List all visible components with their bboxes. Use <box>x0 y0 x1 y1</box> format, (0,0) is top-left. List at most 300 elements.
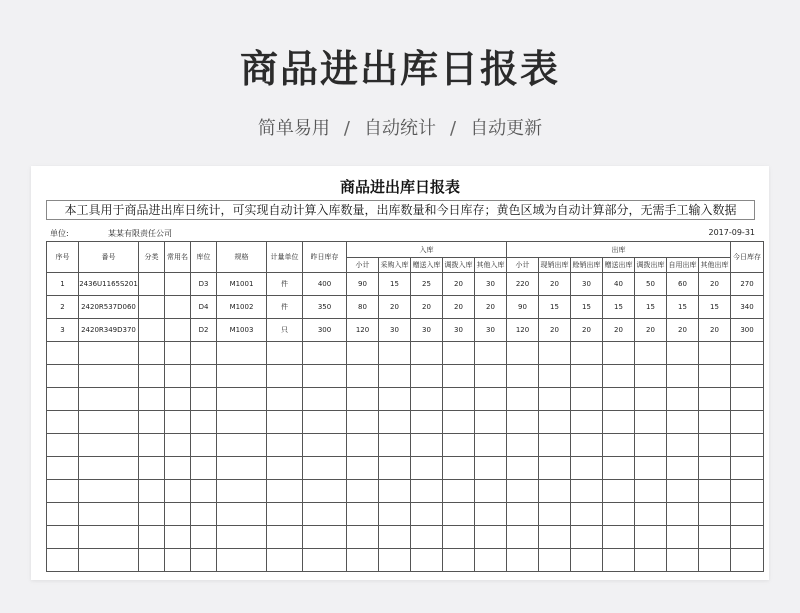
table-cell <box>267 457 303 480</box>
table-cell <box>571 365 603 388</box>
header-cell: 序号 <box>47 242 79 273</box>
table-cell <box>475 342 507 365</box>
table-cell <box>571 526 603 549</box>
table-cell: D4 <box>191 296 217 319</box>
table-cell <box>47 342 79 365</box>
table-cell <box>79 342 139 365</box>
group-header-in: 入库 <box>347 242 507 258</box>
table-cell <box>635 457 667 480</box>
table-cell <box>191 549 217 572</box>
table-cell <box>191 434 217 457</box>
table-cell: 20 <box>539 273 571 296</box>
table-cell <box>347 342 379 365</box>
table-cell <box>507 434 539 457</box>
table-cell: 270 <box>731 273 764 296</box>
table-cell <box>603 503 635 526</box>
table-cell <box>165 411 191 434</box>
table-cell <box>347 434 379 457</box>
table-cell <box>699 342 731 365</box>
table-cell: 20 <box>411 296 443 319</box>
table-cell <box>603 365 635 388</box>
table-cell <box>165 503 191 526</box>
table-cell <box>79 549 139 572</box>
table-cell <box>303 434 347 457</box>
table-cell <box>165 296 191 319</box>
table-cell: 15 <box>539 296 571 319</box>
table-cell <box>539 342 571 365</box>
header-cell: 自用出库 <box>667 258 699 273</box>
table-cell: 15 <box>379 273 411 296</box>
table-cell <box>267 503 303 526</box>
table-cell <box>267 411 303 434</box>
header-cell: 调拨出库 <box>635 258 667 273</box>
table-cell <box>47 365 79 388</box>
table-cell <box>411 411 443 434</box>
table-cell <box>635 342 667 365</box>
table-row <box>47 296 764 319</box>
table-cell <box>139 411 165 434</box>
table-cell <box>139 480 165 503</box>
table-cell: 15 <box>667 296 699 319</box>
table-cell <box>267 342 303 365</box>
group-header-out: 出库 <box>507 242 731 258</box>
table-cell <box>379 365 411 388</box>
table-cell: 50 <box>635 273 667 296</box>
table-cell <box>217 526 267 549</box>
table-row-empty <box>47 411 764 434</box>
table-cell <box>699 388 731 411</box>
table-cell: M1003 <box>217 319 267 342</box>
unit-label: 单位: <box>50 229 69 238</box>
header-cell: 现销出库 <box>539 258 571 273</box>
table-cell <box>507 388 539 411</box>
table-cell <box>539 457 571 480</box>
table-cell: 30 <box>379 319 411 342</box>
table-cell <box>475 434 507 457</box>
table-cell: 90 <box>347 273 379 296</box>
table-cell <box>191 480 217 503</box>
table-cell <box>267 434 303 457</box>
table-cell: 120 <box>347 319 379 342</box>
table-cell <box>603 549 635 572</box>
table-cell <box>667 480 699 503</box>
table-cell <box>191 457 217 480</box>
table-cell <box>443 503 475 526</box>
table-cell <box>699 434 731 457</box>
table-cell <box>699 503 731 526</box>
table-cell: 300 <box>303 319 347 342</box>
table-cell <box>411 457 443 480</box>
table-cell <box>571 503 603 526</box>
table-cell: 20 <box>539 319 571 342</box>
table-cell <box>731 457 764 480</box>
table-cell: 30 <box>443 319 475 342</box>
table-cell: 20 <box>603 319 635 342</box>
header-cell: 赠送入库 <box>411 258 443 273</box>
table-cell: 30 <box>411 319 443 342</box>
table-cell <box>79 365 139 388</box>
table-cell <box>79 457 139 480</box>
table-cell <box>411 342 443 365</box>
table-cell <box>79 388 139 411</box>
table-cell <box>347 457 379 480</box>
table-row-empty <box>47 480 764 503</box>
table-cell <box>165 342 191 365</box>
table-cell <box>571 549 603 572</box>
table-cell <box>475 549 507 572</box>
table-cell <box>217 434 267 457</box>
table-cell: 20 <box>667 319 699 342</box>
subtitle-item: 自动统计 <box>364 118 436 139</box>
table-cell: 15 <box>571 296 603 319</box>
header-cell: 赊销出库 <box>571 258 603 273</box>
table-cell <box>635 549 667 572</box>
table-cell <box>347 365 379 388</box>
company-name: 某某有限责任公司 <box>108 229 172 238</box>
table-cell <box>217 457 267 480</box>
header-cell: 小计 <box>507 258 539 273</box>
table-cell: 1 <box>47 273 79 296</box>
table-cell <box>217 549 267 572</box>
header-cell: 昨日库存 <box>303 242 347 273</box>
table-cell <box>139 319 165 342</box>
page-subtitle <box>0 114 800 140</box>
table-cell <box>443 549 475 572</box>
table-cell <box>475 480 507 503</box>
table-cell: 只 <box>267 319 303 342</box>
subtitle-item: 自动更新 <box>470 118 543 139</box>
table-cell <box>411 388 443 411</box>
table-cell <box>603 388 635 411</box>
subtitle-item: 简单易用 <box>257 118 330 139</box>
sheet-title: 商品进出库日报表 <box>339 178 460 196</box>
table-cell <box>191 526 217 549</box>
table-cell <box>667 457 699 480</box>
subtitle-separator: / <box>343 118 350 139</box>
table-cell <box>79 411 139 434</box>
table-cell <box>667 342 699 365</box>
page-title: 商品进出库日报表 <box>239 47 560 91</box>
table-cell: 30 <box>475 273 507 296</box>
table-cell <box>379 480 411 503</box>
table-cell <box>303 457 347 480</box>
table-cell <box>47 388 79 411</box>
table-cell: 80 <box>347 296 379 319</box>
table-cell <box>539 411 571 434</box>
table-cell <box>379 434 411 457</box>
table-cell <box>47 503 79 526</box>
table-cell <box>443 342 475 365</box>
table-cell <box>303 342 347 365</box>
table-cell: 25 <box>411 273 443 296</box>
header-cell: 规格 <box>217 242 267 273</box>
table-cell <box>603 434 635 457</box>
table-cell <box>165 273 191 296</box>
table-cell: 340 <box>731 296 764 319</box>
table-cell <box>539 503 571 526</box>
table-cell <box>79 503 139 526</box>
table-cell <box>699 549 731 572</box>
table-cell <box>571 457 603 480</box>
table-cell <box>699 457 731 480</box>
table-cell <box>139 526 165 549</box>
table-cell: D2 <box>191 319 217 342</box>
table-cell <box>731 549 764 572</box>
table-cell: 2420R349D370 <box>79 319 139 342</box>
table-cell: 20 <box>475 296 507 319</box>
table-cell: 20 <box>571 319 603 342</box>
table-cell <box>191 342 217 365</box>
table-cell <box>635 503 667 526</box>
table-cell <box>303 480 347 503</box>
table-cell <box>79 480 139 503</box>
table-cell <box>635 411 667 434</box>
table-cell <box>267 480 303 503</box>
inventory-table <box>46 241 764 572</box>
table-cell <box>191 388 217 411</box>
table-cell <box>47 549 79 572</box>
table-cell: 60 <box>667 273 699 296</box>
table-cell <box>699 480 731 503</box>
table-cell <box>411 526 443 549</box>
table-cell: 90 <box>507 296 539 319</box>
meta-row <box>46 226 755 240</box>
table-cell <box>347 388 379 411</box>
table-cell <box>165 480 191 503</box>
table-cell: 20 <box>379 296 411 319</box>
table-cell <box>303 411 347 434</box>
table-cell <box>217 388 267 411</box>
table-cell <box>539 549 571 572</box>
table-cell <box>267 365 303 388</box>
table-cell <box>347 480 379 503</box>
table-cell <box>635 388 667 411</box>
table-cell <box>603 526 635 549</box>
table-cell <box>635 526 667 549</box>
table-cell <box>379 549 411 572</box>
table-cell <box>217 342 267 365</box>
table-cell: 件 <box>267 296 303 319</box>
table-cell <box>347 503 379 526</box>
header-cell: 采购入库 <box>379 258 411 273</box>
table-cell <box>139 388 165 411</box>
table-cell: 件 <box>267 273 303 296</box>
table-row <box>47 319 764 342</box>
table-cell <box>443 480 475 503</box>
table-cell <box>411 480 443 503</box>
table-cell <box>191 411 217 434</box>
table-cell <box>571 388 603 411</box>
table-cell <box>667 503 699 526</box>
table-cell <box>539 526 571 549</box>
table-cell <box>731 480 764 503</box>
table-cell <box>443 434 475 457</box>
table-cell: M1001 <box>217 273 267 296</box>
table-cell <box>667 365 699 388</box>
table-cell <box>731 388 764 411</box>
table-cell <box>411 434 443 457</box>
table-cell <box>303 549 347 572</box>
table-cell <box>139 273 165 296</box>
table-cell: D3 <box>191 273 217 296</box>
table-cell <box>699 411 731 434</box>
table-cell <box>165 434 191 457</box>
table-cell <box>603 480 635 503</box>
header-cell: 库位 <box>191 242 217 273</box>
table-cell: 2 <box>47 296 79 319</box>
table-cell <box>603 411 635 434</box>
table-cell <box>475 365 507 388</box>
table-cell <box>571 411 603 434</box>
header-cell: 计量单位 <box>267 242 303 273</box>
table-cell <box>303 365 347 388</box>
table-row-empty <box>47 434 764 457</box>
table-row-empty <box>47 365 764 388</box>
table-cell <box>731 411 764 434</box>
table-cell: M1002 <box>217 296 267 319</box>
report-date: 2017-09-31 <box>708 228 755 237</box>
table-cell <box>139 296 165 319</box>
table-cell <box>217 411 267 434</box>
table-cell <box>47 434 79 457</box>
table-cell <box>603 342 635 365</box>
table-cell <box>699 526 731 549</box>
table-cell <box>539 388 571 411</box>
table-cell <box>731 526 764 549</box>
header-cell: 调拨入库 <box>443 258 475 273</box>
table-cell <box>507 411 539 434</box>
table-cell <box>303 388 347 411</box>
table-cell <box>507 526 539 549</box>
table-cell <box>667 388 699 411</box>
table-cell <box>217 503 267 526</box>
table-cell <box>217 365 267 388</box>
table-cell <box>379 457 411 480</box>
table-cell: 20 <box>443 296 475 319</box>
header-cell: 赠送出库 <box>603 258 635 273</box>
table-cell <box>443 388 475 411</box>
table-cell <box>47 411 79 434</box>
table-cell <box>267 549 303 572</box>
table-cell <box>507 342 539 365</box>
table-cell <box>79 526 139 549</box>
instruction-note: 本工具用于商品进出库日统计，可实现自动计算入库数量，出库数量和今日库存；黄色区域为自动计算部分，无需手工输入数据 <box>46 200 755 220</box>
table-cell <box>267 526 303 549</box>
table-cell <box>165 365 191 388</box>
table-cell: 400 <box>303 273 347 296</box>
table-cell <box>475 526 507 549</box>
table-cell <box>191 503 217 526</box>
table-cell: 300 <box>731 319 764 342</box>
table-cell <box>165 549 191 572</box>
table-cell <box>539 365 571 388</box>
table-cell <box>47 526 79 549</box>
table-cell <box>139 549 165 572</box>
table-row-empty <box>47 549 764 572</box>
table-cell <box>603 457 635 480</box>
table-cell: 2420R537D060 <box>79 296 139 319</box>
header-cell: 分类 <box>139 242 165 273</box>
table-cell: 30 <box>475 319 507 342</box>
table-cell: 220 <box>507 273 539 296</box>
table-cell <box>379 526 411 549</box>
table-cell <box>571 434 603 457</box>
table-cell <box>667 434 699 457</box>
table-cell <box>507 549 539 572</box>
table-cell <box>139 503 165 526</box>
table-cell <box>165 388 191 411</box>
table-cell <box>507 503 539 526</box>
table-row-empty <box>47 457 764 480</box>
table-cell <box>667 526 699 549</box>
table-cell <box>347 411 379 434</box>
table-cell: 15 <box>603 296 635 319</box>
table-cell <box>303 526 347 549</box>
table-cell <box>667 411 699 434</box>
table-cell <box>411 503 443 526</box>
table-cell <box>507 480 539 503</box>
table-cell <box>571 342 603 365</box>
table-cell <box>635 365 667 388</box>
table-cell <box>539 480 571 503</box>
table-cell <box>379 388 411 411</box>
table-cell <box>139 365 165 388</box>
table-cell <box>379 411 411 434</box>
header-cell: 番号 <box>79 242 139 273</box>
table-row-empty <box>47 342 764 365</box>
table-cell <box>411 549 443 572</box>
table-cell <box>731 434 764 457</box>
table-cell <box>217 480 267 503</box>
table-cell <box>165 526 191 549</box>
table-cell: 20 <box>699 319 731 342</box>
table-cell <box>475 457 507 480</box>
table-cell <box>443 526 475 549</box>
table-cell: 40 <box>603 273 635 296</box>
table-cell <box>347 526 379 549</box>
table-cell <box>443 365 475 388</box>
table-cell <box>47 480 79 503</box>
table-cell: 15 <box>635 296 667 319</box>
table-cell: 15 <box>699 296 731 319</box>
table-cell <box>347 549 379 572</box>
table-cell <box>379 503 411 526</box>
header-cell: 其他出库 <box>699 258 731 273</box>
table-cell <box>191 365 217 388</box>
table-cell: 30 <box>571 273 603 296</box>
table-cell <box>571 480 603 503</box>
table-cell <box>507 365 539 388</box>
table-cell <box>507 457 539 480</box>
table-cell: 20 <box>443 273 475 296</box>
table-cell <box>443 457 475 480</box>
table-cell <box>475 388 507 411</box>
table-cell: 350 <box>303 296 347 319</box>
table-cell <box>731 503 764 526</box>
table-cell <box>303 503 347 526</box>
table-cell <box>667 549 699 572</box>
table-cell <box>699 365 731 388</box>
table-cell <box>139 434 165 457</box>
header-cell: 其他入库 <box>475 258 507 273</box>
table-cell <box>443 411 475 434</box>
table-row-empty <box>47 388 764 411</box>
table-cell <box>267 388 303 411</box>
table-body <box>47 273 764 572</box>
table-cell <box>539 434 571 457</box>
table-cell: 120 <box>507 319 539 342</box>
table-cell <box>475 411 507 434</box>
